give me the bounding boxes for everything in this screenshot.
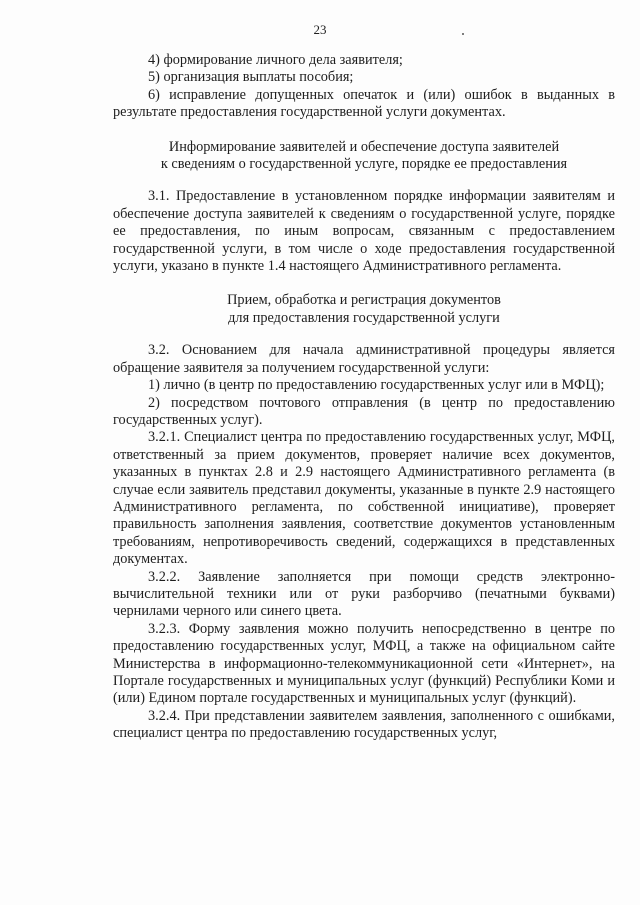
section-heading: Информирование заявителей и обеспечение доступа заявителей	[168, 138, 560, 155]
list-item: 4) формирование личного дела заявителя;	[148, 52, 403, 68]
page-number: 23	[313, 22, 327, 37]
paragraph-3-2-4: 3.2.4. При представлении заявителем заявления, заполненного с ошибками, специалист центра по предоставлению государственных услуг,	[113, 707, 615, 742]
section-heading: для предоставления государственной услуги	[228, 309, 500, 326]
list-item: 1) лично (в центр по предоставлению государственных услуг или в МФЦ);	[148, 377, 605, 394]
page-body	[113, 52, 615, 743]
paragraph-3-2: 3.2. Основанием для начала административной процедуры является обращение заявителя за получением государственной услуги:	[113, 342, 615, 376]
list-item: 6) исправление допущенных опечаток и (или) ошибок в выданных в результате предоставления государственной услуги документах.	[113, 86, 615, 121]
paragraph-3-1: 3.1. Предоставление в установленном порядке информации заявителям и обеспечение доступа заявителей к сведениям о государственной услуге, порядке ее предоставления, по иным вопросам, связанным с предоставлением государственной услуги, в том числе о ходе предоставления государственной услуги, указано в пункте 1.4 настоящего Административного регламента.	[113, 188, 615, 275]
list-item: 2) посредством почтового отправления (в центр по предоставлению государственных услуг).	[113, 394, 615, 428]
paragraph-3-2-1: 3.2.1. Специалист центра по предоставлению государственных услуг, МФЦ, ответственный за прием документов, проверяет наличие всех документов, указанных в пунктах 2.8 и 2.9 настоящего Административного регламента (в случае если заявитель представил документы, указанные в пункте 2.9 настоящего Административного регламента, по собственной инициативе), проверяет правильность заполнения заявления, соответствие документов установленным требованиям, непротиворечивость сведений, содержащихся в представленных документах.	[113, 429, 615, 568]
section-heading: к сведениям о государственной услуге, порядке ее предоставления	[160, 156, 568, 173]
scan-speck	[462, 33, 464, 35]
list-item: 5) организация выплаты пособия;	[148, 69, 354, 86]
paragraph-3-2-3: 3.2.3. Форму заявления можно получить непосредственно в центре по предоставлению государственных услуг, МФЦ, а также на официальном сайте Министерства в информационно-телекоммуникационной сети «Интернет», на Портале государственных и муниципальных услуг (функций) Республики Коми и (или) Едином портале государственных и муниципальных услуг (функций).	[113, 620, 615, 707]
section-heading: Прием, обработка и регистрация документов	[227, 292, 501, 309]
paragraph-3-2-2: 3.2.2. Заявление заполняется при помощи средств электронно-вычислительной техники или от руки разборчиво (печатными буквами) чернилами черного или синего цвета.	[113, 568, 615, 620]
